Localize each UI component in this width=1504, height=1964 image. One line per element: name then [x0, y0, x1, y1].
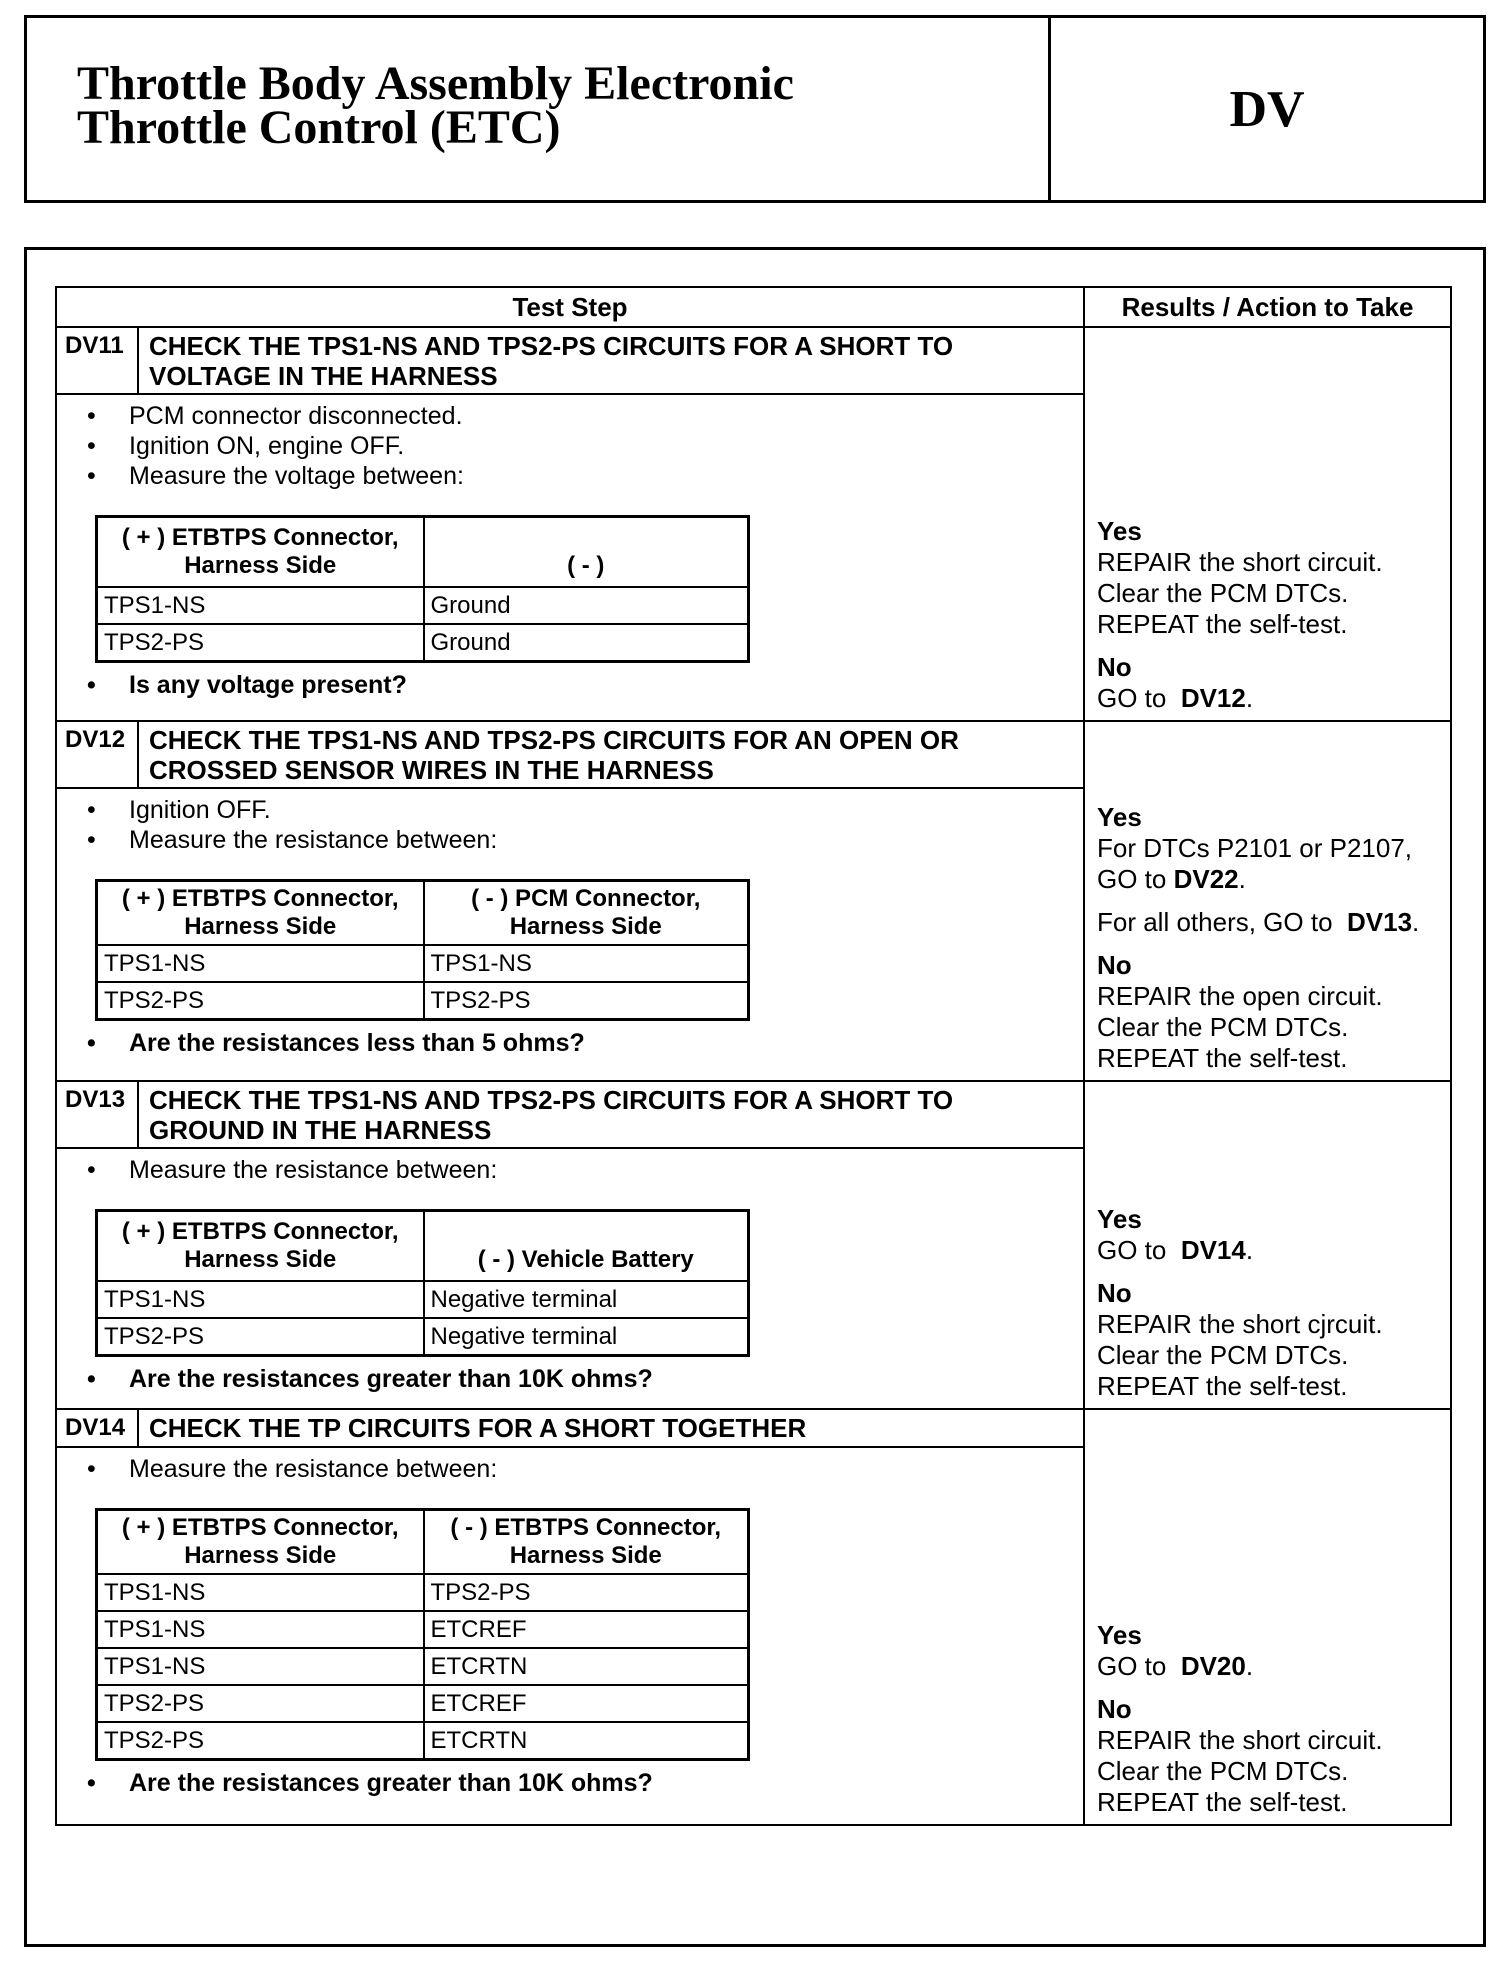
- table-row: [97, 1318, 749, 1356]
- no-action-text: GO to: [1097, 683, 1167, 713]
- list-item: • Measure the resistance between:: [87, 825, 1073, 855]
- step-id: DV14: [57, 1410, 139, 1446]
- no-label: No: [1097, 652, 1132, 682]
- sub-col-header: ( + ) ETBTPS Connector, Harness Side: [97, 517, 424, 588]
- step-id: DV11: [57, 328, 139, 393]
- table-cell: TPS2-PS: [97, 982, 424, 1020]
- step-body: [57, 789, 1083, 1063]
- yes-label: Yes: [1097, 1620, 1142, 1650]
- step-body: [57, 1149, 1083, 1399]
- step-row-dv12: [56, 721, 1451, 1081]
- table-cell: TPS1-NS: [97, 587, 424, 624]
- list-item: • Ignition ON, engine OFF.: [87, 431, 1073, 461]
- yes-action-text: GO to: [1097, 1235, 1167, 1265]
- table-cell: TPS2-PS: [97, 1685, 424, 1722]
- sub-col-header: ( - ) ETBTPS Connector, Harness Side: [424, 1510, 749, 1575]
- step-question: • Are the resistances greater than 10K ohms?: [87, 1363, 1073, 1395]
- step-body: [57, 1448, 1083, 1803]
- step-row-dv14: [56, 1409, 1451, 1825]
- punctuation: .: [1245, 683, 1254, 713]
- table-cell: TPS1-NS: [97, 1611, 424, 1648]
- test-step-cell: [56, 721, 1084, 1081]
- table-cell: TPS1-NS: [97, 1574, 424, 1611]
- no-label: No: [1097, 950, 1132, 980]
- results-content: [1085, 1410, 1450, 1824]
- step-reference: DV20: [1180, 1651, 1246, 1681]
- table-cell: ETCRTN: [424, 1722, 749, 1760]
- yes-label: Yes: [1097, 1204, 1142, 1234]
- list-item: • Measure the voltage between:: [87, 461, 1073, 491]
- section-code: DV: [1229, 80, 1305, 138]
- punctuation: .: [1412, 907, 1420, 937]
- instruction-list: [87, 401, 1073, 491]
- content-panel: [24, 247, 1486, 1947]
- no-label: No: [1097, 1694, 1132, 1724]
- no-action: REPAIR the short circuit. Clear the PCM DTCs. REPEAT the self-test.: [1097, 1725, 1383, 1817]
- table-row: [97, 1611, 749, 1648]
- instruction-list: [87, 1155, 1073, 1185]
- yes-action: [1097, 1651, 1440, 1682]
- col-header-results: Results / Action to Take: [1084, 287, 1451, 327]
- punctuation: .: [1245, 1651, 1254, 1681]
- results-cell: [1084, 721, 1451, 1081]
- instruction-list: [87, 1454, 1073, 1484]
- sub-col-header: ( + ) ETBTPS Connector, Harness Side: [97, 1510, 424, 1575]
- sub-col-header: ( - ) PCM Connector, Harness Side: [424, 881, 749, 946]
- sub-col-header: ( - ): [424, 517, 749, 588]
- table-row: [97, 1722, 749, 1760]
- table-row: [97, 982, 749, 1020]
- step-id: DV12: [57, 722, 139, 787]
- table-cell: TPS2-PS: [424, 1574, 749, 1611]
- step-title: CHECK THE TPS1-NS AND TPS2-PS CIRCUITS FOR A SHORT TO VOLTAGE IN THE HARNESS: [149, 331, 954, 391]
- yes-label: Yes: [1097, 516, 1142, 546]
- list-item: • Measure the resistance between:: [87, 1454, 1073, 1484]
- results-content: [1085, 722, 1450, 1080]
- yes-action-text: For DTCs P2101 or P2107, GO to: [1097, 833, 1413, 894]
- title-line-1: Throttle Body Assembly Electronic: [77, 57, 794, 110]
- table-cell: Ground: [424, 624, 749, 662]
- results-content: [1085, 1082, 1450, 1408]
- step-title: CHECK THE TPS1-NS AND TPS2-PS CIRCUITS FOR AN OPEN OR CROSSED SENSOR WIRES IN THE HARNESS: [149, 725, 959, 785]
- punctuation: .: [1238, 864, 1246, 894]
- step-id: DV13: [57, 1082, 139, 1147]
- results-cell: [1084, 327, 1451, 721]
- table-cell: TPS2-PS: [424, 982, 749, 1020]
- no-action: REPAIR the short cjrcuit. Clear the PCM DTCs. REPEAT the self-test.: [1097, 1309, 1383, 1401]
- table-cell: Negative terminal: [424, 1281, 749, 1318]
- table-cell: TPS1-NS: [424, 945, 749, 982]
- table-cell: TPS2-PS: [97, 1318, 424, 1356]
- step-reference: DV12: [1180, 683, 1246, 713]
- table-cell: TPS2-PS: [97, 624, 424, 662]
- sub-col-header: ( + ) ETBTPS Connector, Harness Side: [97, 881, 424, 946]
- measurement-table: [95, 515, 750, 663]
- yes-action: REPAIR the short circuit. Clear the PCM DTCs. REPEAT the self-test.: [1097, 547, 1383, 639]
- step-row-dv13: [56, 1081, 1451, 1409]
- table-row: [97, 1574, 749, 1611]
- no-action: [1097, 683, 1440, 714]
- results-content: [1085, 328, 1450, 720]
- step-reference: DV14: [1180, 1235, 1246, 1265]
- results-cell: [1084, 1409, 1451, 1825]
- yes-action-alt: [1097, 907, 1440, 938]
- title-line-2: Throttle Control (ETC): [77, 101, 561, 154]
- table-cell: ETCREF: [424, 1611, 749, 1648]
- test-step-cell: [56, 1081, 1084, 1409]
- yes-action: [1097, 833, 1440, 895]
- page-header: [24, 15, 1486, 203]
- step-header: [57, 1410, 1083, 1448]
- table-header-row: [56, 287, 1451, 327]
- measurement-table: [95, 1508, 750, 1761]
- table-cell: Ground: [424, 587, 749, 624]
- table-row: [97, 624, 749, 662]
- yes-label: Yes: [1097, 802, 1142, 832]
- step-question: • Is any voltage present?: [87, 669, 1073, 701]
- yes-action: [1097, 1235, 1440, 1266]
- page-title: [27, 18, 1051, 200]
- no-label: No: [1097, 1278, 1132, 1308]
- step-header: [57, 1082, 1083, 1149]
- measurement-table: [95, 1209, 750, 1357]
- test-step-cell: [56, 1409, 1084, 1825]
- table-row: [97, 1281, 749, 1318]
- col-header-test-step: Test Step: [56, 287, 1084, 327]
- table-cell: ETCREF: [424, 1685, 749, 1722]
- table-cell: ETCRTN: [424, 1648, 749, 1685]
- results-cell: [1084, 1081, 1451, 1409]
- test-step-cell: [56, 327, 1084, 721]
- yes-action-text: For all others, GO to: [1097, 907, 1333, 937]
- step-body: [57, 395, 1083, 705]
- table-row: [97, 1685, 749, 1722]
- step-reference: DV22: [1173, 864, 1239, 894]
- step-question: • Are the resistances less than 5 ohms?: [87, 1027, 1073, 1059]
- step-reference: DV13: [1346, 907, 1413, 937]
- list-item: • Measure the resistance between:: [87, 1155, 1073, 1185]
- sub-col-header: ( + ) ETBTPS Connector, Harness Side: [97, 1211, 424, 1282]
- table-cell: TPS1-NS: [97, 1648, 424, 1685]
- no-action: REPAIR the open circuit. Clear the PCM DTCs. REPEAT the self-test.: [1097, 981, 1383, 1073]
- table-row: [97, 1648, 749, 1685]
- step-title: CHECK THE TP CIRCUITS FOR A SHORT TOGETHER: [149, 1413, 807, 1443]
- step-header: [57, 722, 1083, 789]
- table-row: [97, 587, 749, 624]
- table-cell: TPS1-NS: [97, 945, 424, 982]
- pinpoint-test-table: [55, 286, 1452, 1826]
- step-question: • Are the resistances greater than 10K ohms?: [87, 1767, 1073, 1799]
- yes-action-text: GO to: [1097, 1651, 1167, 1681]
- table-cell: TPS2-PS: [97, 1722, 424, 1760]
- punctuation: .: [1245, 1235, 1254, 1265]
- instruction-list: [87, 795, 1073, 855]
- sub-col-header: ( - ) Vehicle Battery: [424, 1211, 749, 1282]
- list-item: • PCM connector disconnected.: [87, 401, 1073, 431]
- step-row-dv11: [56, 327, 1451, 721]
- table-row: [97, 945, 749, 982]
- step-title: CHECK THE TPS1-NS AND TPS2-PS CIRCUITS FOR A SHORT TO GROUND IN THE HARNESS: [149, 1085, 954, 1145]
- measurement-table: [95, 879, 750, 1021]
- table-cell: TPS1-NS: [97, 1281, 424, 1318]
- step-header: [57, 328, 1083, 395]
- table-cell: Negative terminal: [424, 1318, 749, 1356]
- list-item: • Ignition OFF.: [87, 795, 1073, 825]
